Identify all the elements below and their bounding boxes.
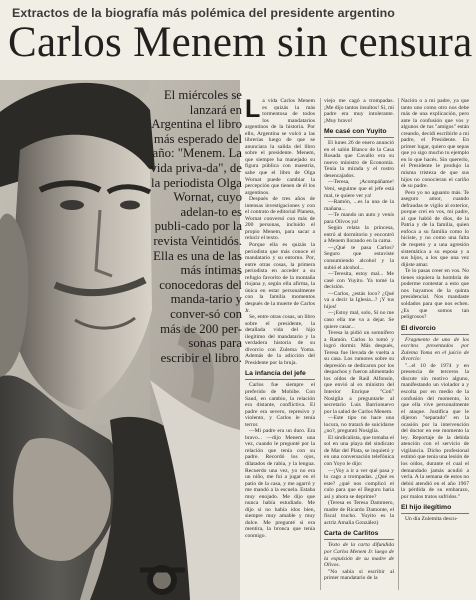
- column-2-paragraph: —¡Voy a ir a ver qué pasa y lo cago a trompadas. ¿Qué es este? ¿qué nos complicó el culo para que el Beguru haria así y ahora se deprime?: [324, 467, 394, 500]
- drop-cap: L: [245, 98, 261, 123]
- column-3-paragraph: "...el 10 de 1974 y en presencia de terceros la discute sin motivo alguno, manifestando un violador a y escolta por en medio de la confusión del momento, lo que ella vive personalmente el ataque. Justifica que le dijeron "separado" en la ocasión por la intervención del doctor en ese momento la ley. Reportaje de la debida atención con el servicio de vigilancia. Dicho profesional estimó que tenía una lesión de los oídos, durante el cual el demandado jamás acudió a verla. A la semana de estos no debió atendió en el año 1967 la pérdida de su embarazo, por malos tratos sufridos.": [401, 362, 469, 500]
- column-2-paragraph: —Este tipo no hace una locura, no tratará de suicidarse ¿no?, preguntó Nosiglia.: [324, 415, 394, 435]
- column-2-paragraph: —Te mando un auto y venís para Olivos ya!: [324, 212, 394, 225]
- column-1-paragraph: a vida Carlos Menem es quizás la más tormentosa de todos los mandatarios argentinos de la historia. Por ello, Argentina se volcó a las librerías luego de que se anunciara la salida del libro sobre el presidente. Menem, que siempre ha manejado su figura pública con maestría, sabe que el libro de Olga Wornat puede cambiar la percepción que tienen de él los argentinos.: [245, 98, 315, 196]
- column-2-paragraph: Texto de la carta difundida por Carlos Menem Jr. luego de la expulsión de su madre de Olivos.: [324, 542, 394, 569]
- article-kicker: Extractos de la biografía más polémica del presidente argentino: [12, 6, 395, 20]
- column-2-paragraph: Teresa la pidió un somnífero a Ramón. Carlos lo tomó y logró dormir. Más después, Teresa fue llevada de vuelta a su casa. Los rumores sobre su depresión se dedicaron por los despachos y fueron alimentado los oídos de Raúl Alfonsín, que envió al ex ministro del Interior Enrique "Coti" Nosiglia a preguntarle al secretario Luis Barrionuevo por la salud de Carlos Menem.: [324, 330, 394, 415]
- pull-quote: El miércoles se lanzará en Argentina el libro más esperado del año: "Menem. La vida priva-da", de la periodista Olga Wornat, cuyo adelan-to es publi-cado por la revista Veintidós. Ella es una de las más íntimas conocedoras del manda-tario y conver-só con más de 200 per-sonas para escribir el libro.: [150, 88, 242, 365]
- column-2-paragraph: Según relata la princesa, entró al dormitorio y encontró a Menem llorando en la cama.: [324, 225, 394, 245]
- subheading-yuyito: Me casé con Yuyito: [324, 128, 394, 138]
- column-3-paragraph: Pero yo no aguanto más. Te aseguro amor, cuando defraudas te vigilo al exterior, porque creí en vos, mi padre, al que habló de dios, de la Patria y de la familia, quien enfoca a su familia como lo hiciste, y no como una falta de respeto y a una agresión sistemática a su esposa y a sus hijos, a los que una vez dijiste amar.: [401, 189, 469, 268]
- column-3-paragraph: Un día Zulemita descu-: [405, 516, 458, 523]
- subheading-infancia: La infancia del jefe: [245, 370, 315, 380]
- column-2-paragraph: —Ramón, ...es la una de la mañana...: [324, 199, 394, 212]
- column-divider: [398, 98, 399, 590]
- column-1-paragraph: Después de tres años de intensas investigaciones y con el contrato de editorial Planeta, Wornat conversó con más de 200 personas, incluido el propio Menem, para sacar a relucir el texto.: [245, 196, 315, 242]
- column-1-paragraph: Se, entre otras cosas, un libro sobre el presidente, la detallada vida del hijo ilegítimo del mandatario y la verdadera historia de su divorcio con Zulema Yoma. Además de la adicción del Presidente por la bruja.: [245, 314, 315, 366]
- article-column-3: [401, 98, 469, 583]
- subheading-hijo-ilegitimo: El hijo ilegítimo: [401, 504, 469, 514]
- column-3-paragraph: Nación o a mi padre, ya que tanto uno como otro nos debe más de una explicación, pero ante la confusión que vos y algunos de tus "amigos" están creando, decidí escribirle a mi padre, el Presidente. En primer lugar, quiero que sepas que yo sigo mucho tu ejemplo en lo que hacés. Sin quererlo, el Presidente le produjo la misma tristeza de que sus hijos no conocieran el cariño de su padre.: [401, 98, 469, 190]
- column-3-paragraph: Te lo pasas creer en vos. No tienes siquiera la hombría de poderme contestar a esto que nos hayamos de la quinta presidencial. Nos mandaste soldados para que nos echen. ¿Es que somos tan peligrosos?: [401, 268, 469, 321]
- column-divider: [320, 98, 321, 590]
- column-2-paragraph: —¿Qué te pasa Carlos? Seguro que estuviste consumiendo alcohol y la subió el alcohol...: [324, 244, 394, 271]
- subheading-divorcio: El divorcio: [401, 325, 469, 335]
- column-1-paragraph: Carlos fue siempre el preferido de Mohibe. Con Saud, en cambio, la relación era distante, conflictiva. El padre era severo, represivo y violento, y Carlos le tenía terror.: [245, 382, 315, 428]
- column-2-paragraph: El lunes 26 de enero anunció en el salón Blanco de la Casa Rosada que Cavallo era su nuevo ministro de Economía. Tenía la mirada y el rostro desencajados.: [324, 140, 394, 179]
- column-1-paragraph: Porque ella es quizás la periodista que más conoce el mandatario y su entorno. Por, entre otras cosas, la primera periodista en acceder a su refugio favorito de la montaña riojana y, según ella afirma, la única en estar personalmente con la familia momentos después de la muerte de Carlos Jr.: [245, 242, 315, 314]
- column-2-paragraph: —Teresa, ¡Acompáñame! Vení, seguime que el jefe está mal, te quiere ver ya!: [324, 179, 394, 199]
- article-column-1: [245, 98, 315, 583]
- article-headline: Carlos Menem sin censura: [8, 19, 473, 66]
- column-2-paragraph: —Teresita, estoy mal... Me casé con Yuyito. Ya tomé la decisión.: [324, 271, 394, 291]
- column-3-paragraph: Fragmento de uno de los escritos presentados por Zulema Yoma en el juicio de divorcio:: [401, 336, 469, 363]
- column-2-paragraph: (Teresa es Teresa Dammero, madre de Ricardo Damonte, el fiscal trucho. Yuyito es la actriz Amalia González): [324, 500, 394, 526]
- column-2-paragraph: El sindicalista, que tomaba el sol en una playa del sindicato de Mar del Plata, se inquietó y en una conversación telefónica con Yoyo le dijo:: [324, 434, 394, 467]
- column-2-paragraph: "No sabía si escribir al primer mandatario de la: [324, 568, 394, 582]
- subheading-carta: Carta de Carlitos: [324, 530, 394, 540]
- column-1-paragraph: —Mi padre era un duro. Era bravo... —dijo Menem una vez, cuando le pregunté por la relación que tenía con su padre. Recordó los ojos, dilatados de rabia, y la lengua. Recuerdo una vez, yo no era un niño, me fui a jugar en el patio de la casa, y me agarró y me mandó a la escuela. Estaba muy enojado. Me dijo que nunca había estudiado. Me dijo si no había idos bien, siempre muy amable y muy dulce. Me pregunté si era mentira, la bronca que tenía conmigo.: [245, 428, 315, 539]
- column-2-paragraph: —¡Estoy mal, solo, Sí no me caso ella me va a dejar. Se quiere casar...: [324, 310, 394, 330]
- column-2-paragraph: viejo me cagó a trompadas. ¡Me dijo tantos insultos! Sí, mi padre era muy intolerante. ¡Muy bravo!: [324, 98, 394, 124]
- column-2-paragraph: —Carlos, ¿estás loco? ¿Qué va a decir la Iglesia...? ¡Y tus hijos!: [324, 290, 394, 310]
- article-column-2: [324, 98, 394, 583]
